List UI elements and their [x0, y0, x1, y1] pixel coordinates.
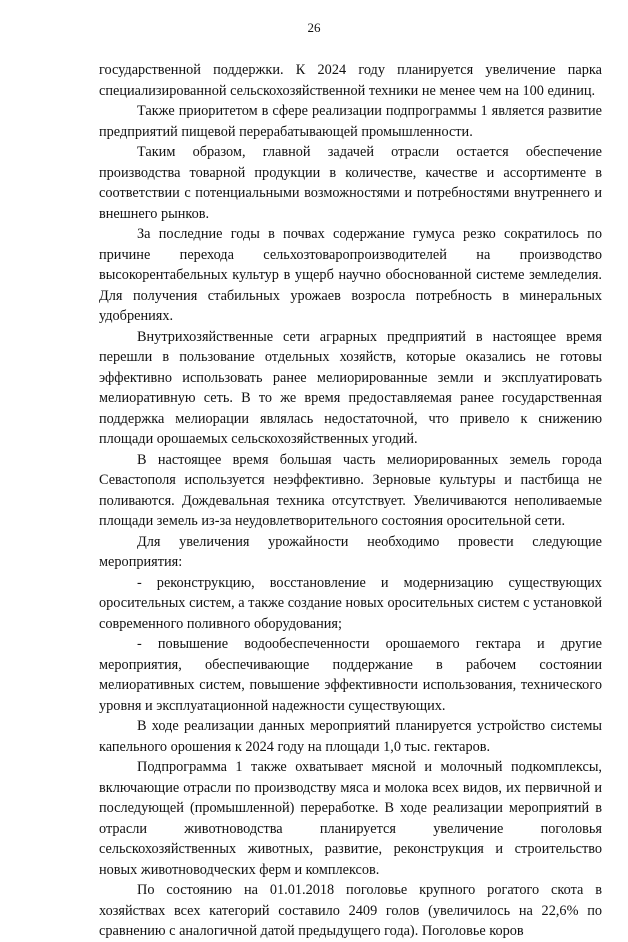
paragraph: За последние годы в почвах содержание гумуса резко сократилось по причине перехода сельхозтоваропроизводителей на производство высокорентабельных культур в ущерб научно обоснованной системе земледелия. Для получения стабильных урожаев возросла потребность в минеральных удобрениях. — [99, 226, 602, 324]
paragraph: Таким образом, главной задачей отрасли остается обеспечение производства товарной продукции в количестве, качестве и ассортименте в соответствии с потенциальными возможностями и потребностями внутреннего и внешнего рынков. — [99, 144, 602, 222]
paragraph: Также приоритетом в сфере реализации подпрограммы 1 является развитие предприятий пищевой перерабатывающей промышленности. — [99, 103, 602, 140]
paragraph: В настоящее время большая часть мелиорированных земель города Севастополя используется неэффективно. Зерновые культуры и пастбища не поливаются. Дождевальная техника отсутствует. Увеличиваются неполиваемые площади земель из-за неудовлетворительного состояния оросительной сети. — [99, 451, 602, 529]
paragraph: Подпрограмма 1 также охватывает мясной и молочный подкомплексы, включающие отрасли по производству мяса и молока всех видов, их первичной и последующей (промышленной) переработке. В ходе реализации мероприятий в отрасли животноводства планируется увеличение поголовья сельскохозяйственных животных, развитие, реконструкция и строительство новых животноводческих ферм и комплексов. — [99, 759, 602, 878]
paragraph: государственной поддержки. К 2024 году планируется увеличение парка специализированной сельскохозяйственной техники не менее чем на 100 единиц. — [99, 62, 602, 99]
paragraph: Внутрихозяйственные сети аграрных предприятий в настоящее время перешли в пользование отдельных хозяйств, которые оказались не готовы эффективно использовать ранее мелиорированные земли и эксплуатировать мелиоративную сеть. В то же время предоставляемая ранее государственная поддержка мелиорации являлась недостаточной, что привело к снижению площади орошаемых сельскохозяйственных угодий. — [99, 328, 602, 447]
page-number: 26 — [307, 20, 321, 35]
paragraph: Для увеличения урожайности необходимо провести следующие мероприятия: — [99, 533, 602, 570]
document-body — [99, 60, 602, 942]
list-item: - повышение водообеспеченности орошаемого гектара и другие мероприятия, обеспечивающие поддержание в рабочем состоянии мелиоративных систем, повышение эффективности использования, технического уровня и эксплуатационной надежности существующих. — [99, 636, 602, 714]
paragraph: По состоянию на 01.01.2018 поголовье крупного рогатого скота в хозяйствах всех категорий составило 2409 голов (увеличилось на 22,6% по сравнению с аналогичной датой предыдущего года). Поголовье коров — [99, 882, 602, 939]
list-item: - реконструкцию, восстановление и модернизацию существующих оросительных систем, а также создание новых оросительных систем с установкой современного поливного оборудования; — [99, 574, 602, 632]
paragraph: В ходе реализации данных мероприятий планируется устройство системы капельного орошения к 2024 году на площади 1,0 тыс. гектаров. — [99, 718, 602, 755]
